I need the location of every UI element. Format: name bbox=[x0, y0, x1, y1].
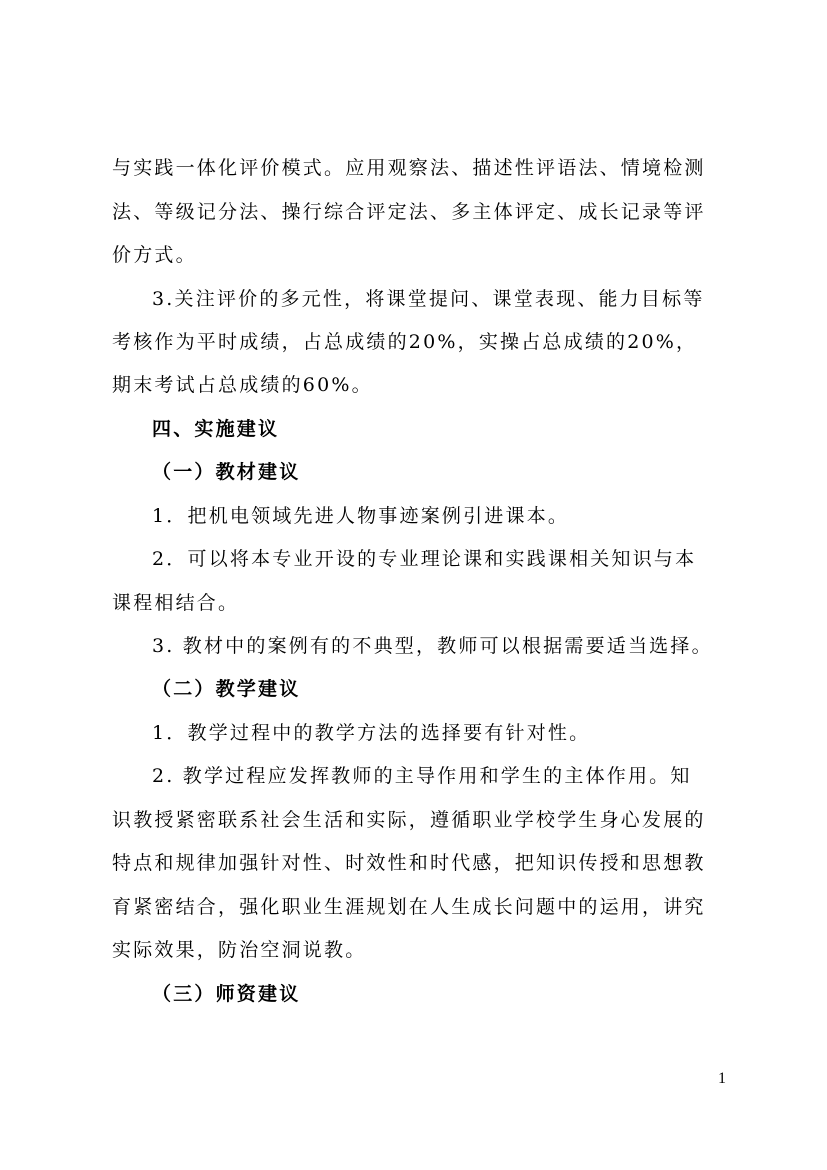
subsection-heading: （一）教材建议 bbox=[152, 461, 301, 483]
text-line: 2. 教学过程应发挥教师的主导作用和学生的主体作用。知 bbox=[152, 765, 692, 787]
subsection-heading: （三）师资建议 bbox=[152, 983, 301, 1005]
text-line: 3. 教材中的案例有的不典型，教师可以根据需要适当选择。 bbox=[152, 635, 713, 657]
text-line: 1．把机电领域先进人物事迹案例引进课本。 bbox=[152, 505, 570, 527]
page-number: 1 bbox=[718, 1070, 726, 1087]
text-line: 3.关注评价的多元性，将课堂提问、课堂表现、能力目标等 bbox=[152, 288, 705, 310]
subsection-heading: （二）教学建议 bbox=[152, 678, 301, 700]
text-line: 期末考试占总成绩的60%。 bbox=[112, 374, 373, 396]
text-line: 育紧密结合，强化职业生涯规划在人生成长问题中的运用，讲究 bbox=[112, 896, 706, 918]
text-line: 2．可以将本专业开设的专业理论课和实践课相关知识与本 bbox=[152, 548, 697, 570]
text-line: 课程相结合。 bbox=[112, 592, 240, 614]
text-line: 1．教学过程中的教学方法的选择要有针对性。 bbox=[152, 722, 591, 744]
text-line: 实际效果，防治空洞说教。 bbox=[112, 939, 367, 961]
text-line: 识教授紧密联系社会生活和实际，遵循职业学校学生身心发展的 bbox=[112, 809, 706, 831]
section-heading: 四、实施建议 bbox=[152, 418, 280, 440]
text-line: 特点和规律加强针对性、时效性和时代感，把知识传授和思想教 bbox=[112, 852, 706, 874]
text-line: 与实践一体化评价模式。应用观察法、描述性评语法、情境检测 bbox=[112, 157, 706, 179]
text-line: 法、等级记分法、操行综合评定法、多主体评定、成长记录等评 bbox=[112, 201, 706, 223]
text-line: 考核作为平时成绩，占总成绩的20%，实操占总成绩的20%， bbox=[112, 331, 698, 353]
text-line: 价方式。 bbox=[112, 244, 197, 266]
